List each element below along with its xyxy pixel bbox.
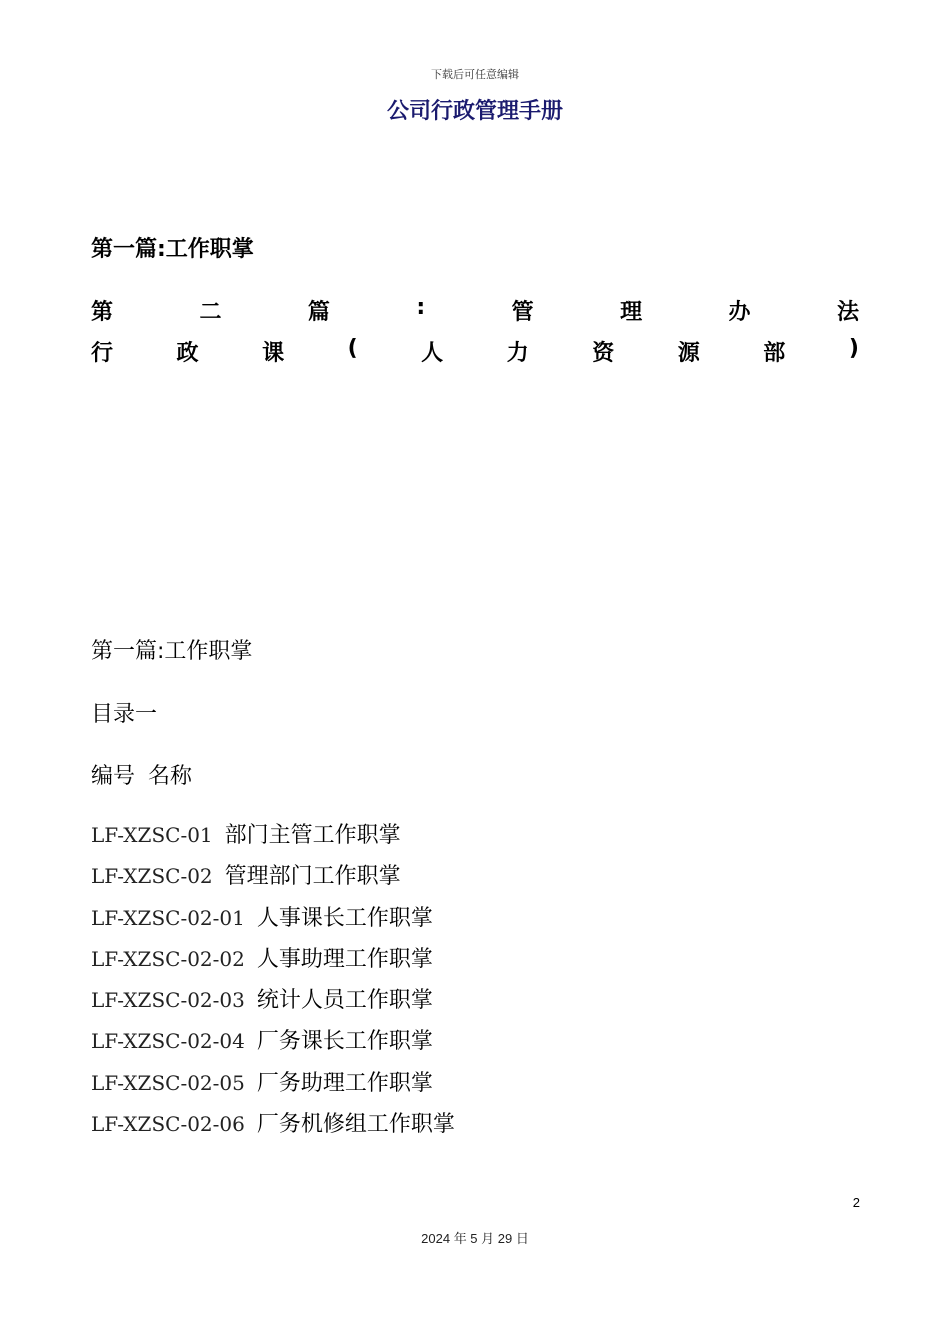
spread-char: 二 <box>199 300 222 325</box>
toc-item-name: 统计人员工作职掌 <box>256 988 433 1014</box>
toc-item <box>91 985 455 1026</box>
toc-item-code: LF-XZSC-02-06 <box>91 1112 245 1137</box>
spread-char: 行 <box>91 341 114 366</box>
spread-heading-line-1 <box>91 295 859 326</box>
spread-char: ( <box>347 336 358 361</box>
footer-date: 2024 年 5 月 29 日 <box>421 1231 529 1246</box>
toc-item-code: LF-XZSC-02 <box>91 864 213 889</box>
spread-char: 力 <box>506 341 529 366</box>
toc-item <box>91 1109 455 1150</box>
toc-item <box>91 820 455 861</box>
toc-item-name: 厂务助理工作职掌 <box>256 1070 433 1096</box>
toc-item-name: 管理部门工作职掌 <box>224 864 401 890</box>
spread-char: 办 <box>728 300 751 325</box>
section-heading: 第一篇:工作职掌 <box>91 237 254 262</box>
toc-item <box>91 861 455 902</box>
spread-char: ) <box>848 336 859 361</box>
spread-char: 第 <box>91 300 114 325</box>
spread-heading-line-2 <box>91 336 859 367</box>
toc-item <box>91 903 455 944</box>
toc-item-name: 部门主管工作职掌 <box>224 823 401 848</box>
spread-char: 管 <box>511 300 534 325</box>
toc-label: 目录一 <box>91 702 158 727</box>
spread-char: 源 <box>677 341 700 366</box>
toc-item-name: 厂务机修组工作职掌 <box>256 1112 455 1138</box>
toc-item-code: LF-XZSC-02-02 <box>91 946 245 971</box>
page-number: 2 <box>852 1195 860 1210</box>
toc-column-headers: 编号 名称 <box>91 764 192 789</box>
header-note: 下载后可任意编辑 <box>431 68 519 81</box>
toc-item-name: 厂务课长工作职掌 <box>256 1029 433 1055</box>
spread-char: 法 <box>836 300 859 325</box>
toc-heading: 第一篇:工作职掌 <box>91 639 253 664</box>
toc-item <box>91 1026 455 1067</box>
toc-list <box>91 820 455 1150</box>
spread-char: 部 <box>763 341 786 366</box>
spread-char: 政 <box>176 341 199 366</box>
toc-item-code: LF-XZSC-01 <box>91 823 213 847</box>
spread-char: 资 <box>592 341 615 366</box>
toc-item-code: LF-XZSC-02-05 <box>91 1070 245 1095</box>
spread-char: 理 <box>620 300 643 325</box>
toc-item-code: LF-XZSC-02-01 <box>91 905 245 930</box>
toc-item <box>91 1068 455 1109</box>
toc-item-name: 人事助理工作职掌 <box>256 946 433 972</box>
toc-item-code: LF-XZSC-02-03 <box>91 988 245 1013</box>
toc-item-name: 人事课长工作职掌 <box>256 905 433 931</box>
spread-char: 篇 <box>307 300 330 325</box>
spread-char: : <box>416 295 426 320</box>
toc-item-code: LF-XZSC-02-04 <box>91 1029 245 1054</box>
toc-item <box>91 944 455 985</box>
document-title: 公司行政管理手册 <box>386 99 563 124</box>
spread-char: 人 <box>421 341 444 366</box>
spread-char: 课 <box>262 341 285 366</box>
